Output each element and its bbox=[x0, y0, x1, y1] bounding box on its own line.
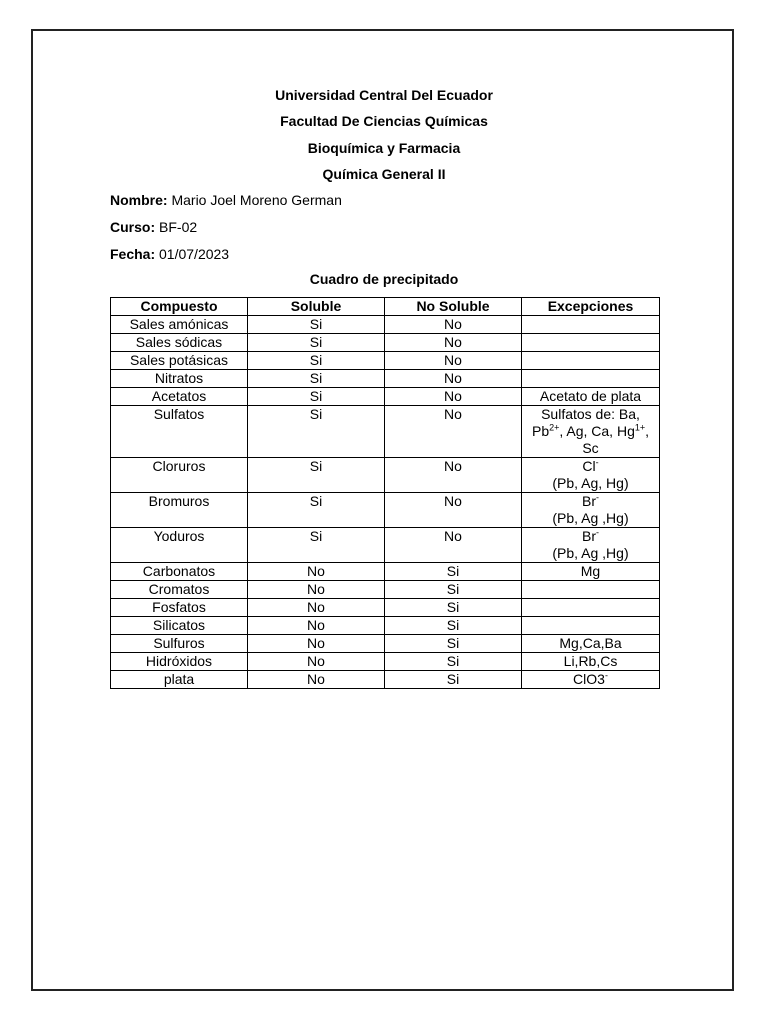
cell-soluble: Si bbox=[248, 352, 385, 370]
table-row bbox=[111, 352, 660, 370]
cell-compuesto: Hidróxidos bbox=[111, 653, 248, 671]
cell-soluble: Si bbox=[248, 528, 385, 563]
cell-soluble: No bbox=[248, 563, 385, 581]
table-row bbox=[111, 528, 660, 563]
cell-no-soluble: Si bbox=[385, 635, 522, 653]
cell-excepciones bbox=[522, 599, 660, 617]
table-row bbox=[111, 581, 660, 599]
cell-soluble: Si bbox=[248, 334, 385, 352]
cell-no-soluble: No bbox=[385, 528, 522, 563]
table-row bbox=[111, 671, 660, 689]
cell-soluble: No bbox=[248, 581, 385, 599]
cell-soluble: No bbox=[248, 635, 385, 653]
cell-soluble: Si bbox=[248, 458, 385, 493]
cell-compuesto: Carbonatos bbox=[111, 563, 248, 581]
cell-no-soluble: No bbox=[385, 406, 522, 458]
table-row bbox=[111, 458, 660, 493]
cell-soluble: Si bbox=[248, 388, 385, 406]
nombre-line bbox=[110, 192, 342, 208]
cell-compuesto: Fosfatos bbox=[111, 599, 248, 617]
curso-value: BF-02 bbox=[155, 219, 198, 235]
table-row bbox=[111, 334, 660, 352]
table-header-row bbox=[111, 298, 660, 316]
career-name: Bioquímica y Farmacia bbox=[307, 140, 461, 156]
cell-no-soluble: Si bbox=[385, 581, 522, 599]
curso-label: Curso: bbox=[110, 219, 156, 235]
cell-compuesto: Sulfatos bbox=[111, 406, 248, 458]
cell-no-soluble: Si bbox=[385, 563, 522, 581]
cell-compuesto: Sales potásicas bbox=[111, 352, 248, 370]
table-row bbox=[111, 617, 660, 635]
cell-excepciones bbox=[522, 334, 660, 352]
cell-excepciones: Sulfatos de: Ba, $Pb^{2+}$, Ag, Ca, $Hg^{1+}$, Sc bbox=[522, 406, 660, 458]
cell-no-soluble: No bbox=[385, 352, 522, 370]
cell-compuesto: Sales sódicas bbox=[111, 334, 248, 352]
precipitate-table bbox=[110, 297, 660, 689]
cell-no-soluble: No bbox=[385, 388, 522, 406]
cell-soluble: No bbox=[248, 599, 385, 617]
cell-excepciones bbox=[522, 581, 660, 599]
cell-soluble: No bbox=[248, 671, 385, 689]
cell-compuesto: Bromuros bbox=[111, 493, 248, 528]
faculty-name: Facultad De Ciencias Químicas bbox=[280, 113, 488, 129]
cell-soluble: Si bbox=[248, 370, 385, 388]
cell-no-soluble: Si bbox=[385, 653, 522, 671]
cell-compuesto: Acetatos bbox=[111, 388, 248, 406]
header-soluble: Soluble bbox=[248, 298, 385, 316]
table-row bbox=[111, 599, 660, 617]
cell-no-soluble: No bbox=[385, 458, 522, 493]
cell-excepciones bbox=[522, 352, 660, 370]
table-row bbox=[111, 316, 660, 334]
cell-excepciones: Br- (Pb, Ag ,Hg) bbox=[522, 528, 660, 563]
cell-excepciones: Mg,Ca,Ba bbox=[522, 635, 660, 653]
nombre-label: Nombre: bbox=[110, 192, 168, 208]
cell-compuesto: Yoduros bbox=[111, 528, 248, 563]
cell-excepciones bbox=[522, 316, 660, 334]
table-row bbox=[111, 653, 660, 671]
course-subject: Química General II bbox=[322, 166, 446, 182]
cell-excepciones: Li,Rb,Cs bbox=[522, 653, 660, 671]
cell-compuesto: Silicatos bbox=[111, 617, 248, 635]
cell-excepciones: Acetato de plata bbox=[522, 388, 660, 406]
cell-soluble: Si bbox=[248, 493, 385, 528]
header-excepciones: Excepciones bbox=[522, 298, 660, 316]
cell-no-soluble: No bbox=[385, 316, 522, 334]
cell-soluble: Si bbox=[248, 316, 385, 334]
cell-excepciones: Br- (Pb, Ag ,Hg) bbox=[522, 493, 660, 528]
cell-soluble: No bbox=[248, 617, 385, 635]
cell-no-soluble: Si bbox=[385, 617, 522, 635]
cell-excepciones bbox=[522, 370, 660, 388]
cell-no-soluble: No bbox=[385, 334, 522, 352]
cell-soluble: No bbox=[248, 653, 385, 671]
university-name: Universidad Central Del Ecuador bbox=[275, 87, 493, 103]
table-row bbox=[111, 635, 660, 653]
cell-compuesto: plata bbox=[111, 671, 248, 689]
header-compuesto: Compuesto bbox=[111, 298, 248, 316]
cell-soluble: Si bbox=[248, 406, 385, 458]
cell-compuesto: Cloruros bbox=[111, 458, 248, 493]
table-row bbox=[111, 406, 660, 458]
header-no-soluble: No Soluble bbox=[385, 298, 522, 316]
table-row bbox=[111, 370, 660, 388]
table-row bbox=[111, 493, 660, 528]
nombre-value: Mario Joel Moreno German bbox=[167, 192, 342, 208]
table-title: Cuadro de precipitado bbox=[309, 271, 459, 287]
cell-no-soluble: Si bbox=[385, 599, 522, 617]
cell-compuesto: Sales amónicas bbox=[111, 316, 248, 334]
cell-compuesto: Nitratos bbox=[111, 370, 248, 388]
fecha-value: 01/07/2023 bbox=[155, 246, 230, 262]
table-row bbox=[111, 388, 660, 406]
fecha-line bbox=[110, 246, 229, 262]
cell-no-soluble: Si bbox=[385, 671, 522, 689]
cell-no-soluble: No bbox=[385, 493, 522, 528]
fecha-label: Fecha: bbox=[110, 246, 156, 262]
cell-excepciones bbox=[522, 617, 660, 635]
cell-compuesto: Sulfuros bbox=[111, 635, 248, 653]
table-body bbox=[111, 316, 660, 689]
cell-excepciones: ClO3- bbox=[522, 671, 660, 689]
cell-excepciones: Cl- (Pb, Ag, Hg) bbox=[522, 458, 660, 493]
cell-excepciones: Mg bbox=[522, 563, 660, 581]
table-row bbox=[111, 563, 660, 581]
cell-no-soluble: No bbox=[385, 370, 522, 388]
curso-line bbox=[110, 219, 197, 235]
cell-compuesto: Cromatos bbox=[111, 581, 248, 599]
